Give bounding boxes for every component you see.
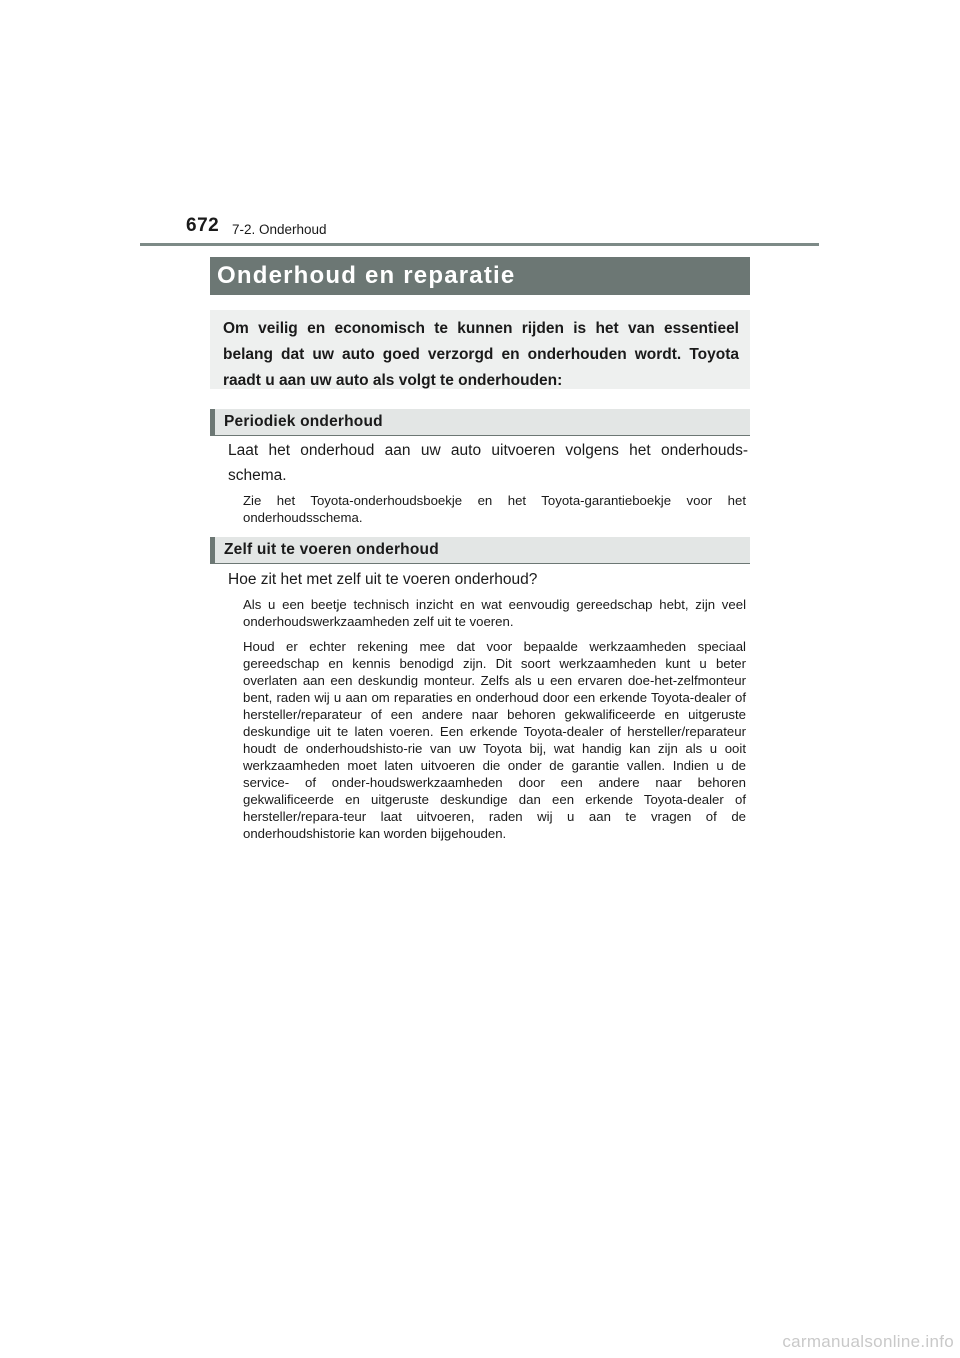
section-heading-diy: Zelf uit te voeren onderhoud (210, 537, 750, 564)
intro-box: Om veilig en economisch te kunnen rijden is het van essentieel belang dat uw auto goed verzorgd en onderhouden wordt. Toyota raadt u aan uw auto als volgt te onderhouden: (210, 310, 750, 389)
section-heading-periodic: Periodiek onderhoud (210, 409, 750, 436)
section-lead-periodic: Laat het onderhoud aan uw auto uitvoeren volgens het onderhouds-schema. (228, 442, 748, 484)
section-note-diy-2: Houd er echter rekening mee dat voor bepaalde werkzaamheden speciaal gereedschap en kennis benodigd zijn. Dit soort werkzaamheden kunt u beter overlaten aan een deskundig monteur. Zelfs als u een ervaren doe-het-zelfmonteur bent, raden wij u aan om reparaties en onderhoud door een erkende Toyota-dealer of hersteller/reparateur of een andere naar behoren gekwalificeerde en uitgeruste deskundige uit te laten voeren. Een erkende Toyota-dealer of hersteller/reparateur houdt de onderhoudshisto-rie van uw Toyota bij, wat handig kan zijn als u ooit werkzaamheden moet laten uitvoeren die onder de garantie vallen. Indien u de service- of onder-houdswerkzaamheden door een andere naar behoren gekwalificeerde en uitgeruste deskundige dan een erkende Toyota-dealer of hersteller/repara-teur laat uitvoeren, raden wij u aan te vragen of de onderhoudshistorie kan worden bijgehouden. (243, 639, 746, 841)
watermark: carmanualsonline.info (782, 1332, 954, 1351)
section-note-diy-1: Als u een beetje technisch inzicht en wat eenvoudig gereedschap hebt, zijn veel onderhoudswerkzaamheden zelf uit te voeren. (243, 597, 746, 629)
section-note-periodic: Zie het Toyota-onderhoudsboekje en het Toyota-garantieboekje voor het onderhoudsschema. (243, 493, 746, 525)
section-lead-diy: Hoe zit het met zelf uit te voeren onderhoud? (228, 571, 538, 588)
page-number: 672 (186, 215, 220, 236)
chapter-label: 7-2. Onderhoud (232, 222, 327, 237)
header-rule (140, 243, 819, 246)
page-title: Onderhoud en reparatie (210, 257, 750, 295)
